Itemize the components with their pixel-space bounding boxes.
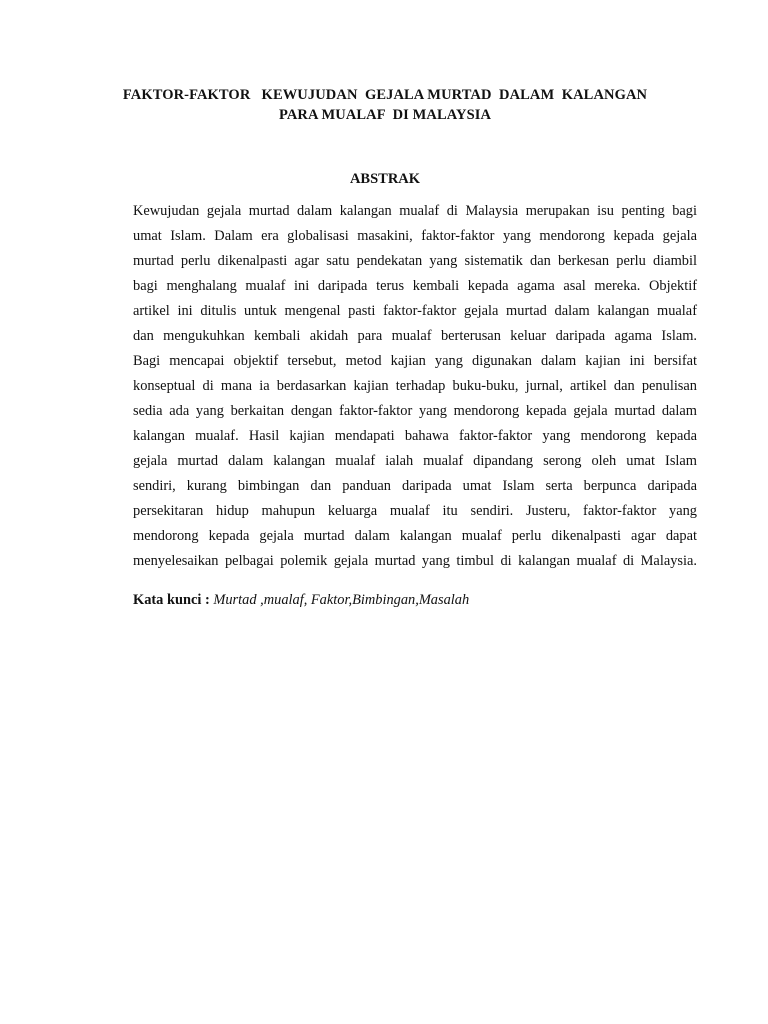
paper-title-line-2: PARA MUALAF DI MALAYSIA [278,107,492,123]
abstract-line: umat Islam. Dalam era globalisasi masakini, faktor-faktor yang mendorong kepada gejala [133,228,697,244]
abstract-line: artikel ini ditulis untuk mengenal pasti faktor-faktor gejala murtad dalam kalangan mualaf [133,303,697,319]
abstract-body [133,199,697,574]
keywords-label: Kata kunci : [133,592,214,608]
abstract-line: Kewujudan gejala murtad dalam kalangan mualaf di Malaysia merupakan isu penting bagi [133,203,697,219]
paper-title [100,85,670,125]
abstract-line: mendorong kepada gejala murtad dalam kalangan mualaf perlu dikenalpasti agar dapat [133,528,697,544]
abstract-line: sedia ada yang berkaitan dengan faktor-faktor yang mendorong kepada gejala murtad dalam [133,403,697,419]
abstract-line: bagi menghalang mualaf ini daripada terus kembali kepada agama asal mereka. Objektif [133,278,697,294]
paper-title-line-1: FAKTOR-FAKTOR KEWUJUDAN GEJALA MURTAD DALAM KALANGAN [122,87,648,103]
abstract-line: murtad perlu dikenalpasti agar satu pendekatan yang sistematik dan berkesan perlu diambil [133,253,697,269]
keywords-values: Murtad ,mualaf, Faktor,Bimbingan,Masalah [213,592,470,608]
abstract-line: persekitaran hidup mahupun keluarga mualaf itu sendiri. Justeru, faktor-faktor yang [133,503,697,519]
keywords [133,590,697,610]
abstract-line: menyelesaikan pelbagai polemik gejala murtad yang timbul di kalangan mualaf di Malaysia. [133,553,697,569]
abstract-line: konseptual di mana ia berdasarkan kajian terhadap buku-buku, jurnal, artikel dan penulisan [133,378,697,394]
abstract-line: kalangan mualaf. Hasil kajian mendapati bahawa faktor-faktor yang mendorong kepada [133,428,697,444]
abstract-line: Bagi mencapai objektif tersebut, metod kajian yang digunakan dalam kajian ini bersifat [133,353,697,369]
abstract-line: sendiri, kurang bimbingan dan panduan daripada umat Islam serta berpunca daripada [133,478,697,494]
abstract-line: gejala murtad dalam kalangan mualaf ialah mualaf dipandang serong oleh umat Islam [133,453,697,469]
abstract-heading: ABSTRAK [349,171,421,187]
abstract-line: dan mengukuhkan kembali akidah para mualaf berterusan keluar daripada agama Islam. [133,328,697,344]
